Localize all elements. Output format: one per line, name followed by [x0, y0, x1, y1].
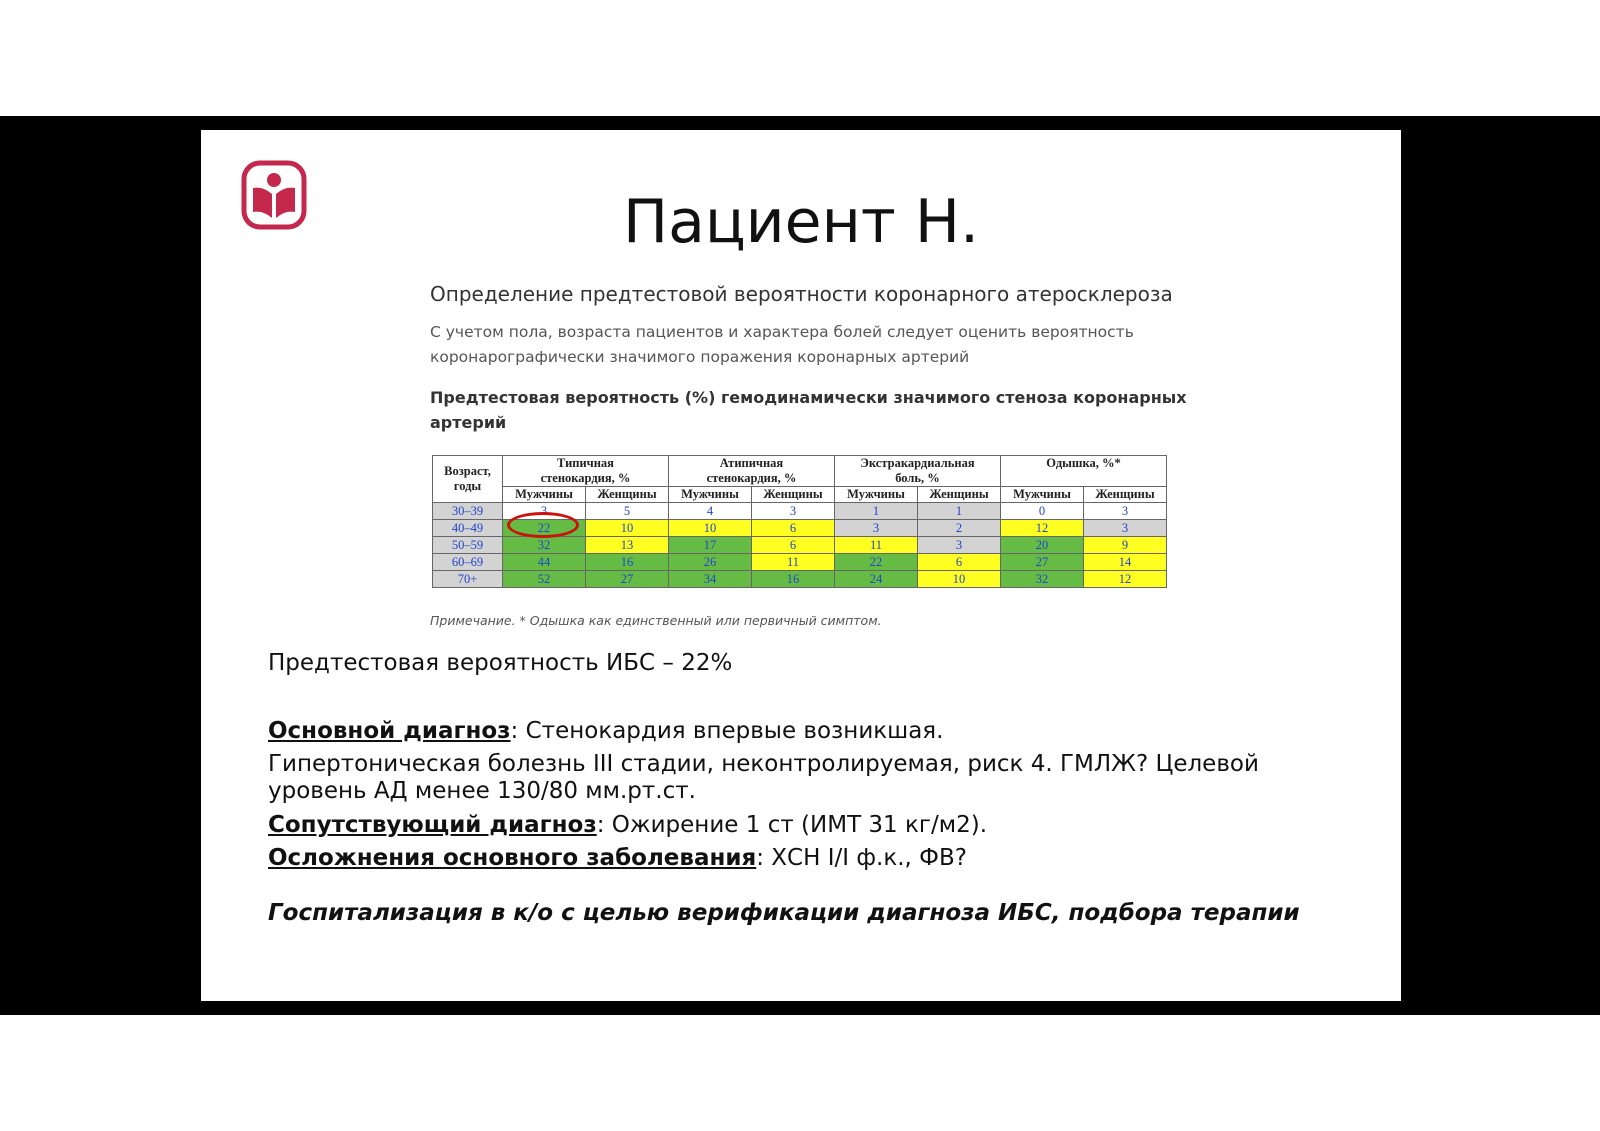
main-diagnosis-label: Основной диагноз: [268, 718, 511, 744]
group-header-line1: Одышка, %*: [1046, 456, 1121, 470]
sex-subheader: Женщины: [1084, 487, 1167, 503]
concomitant-label: Сопутствующий диагноз: [268, 812, 597, 838]
probability-cell: 1: [918, 503, 1001, 520]
age-header-line2: годы: [453, 479, 482, 493]
probability-cell: 14: [1084, 554, 1167, 571]
table-caption-line1: Предтестовая вероятность (%) гемодинамически значимого стеноза коронарных: [430, 388, 1187, 407]
probability-cell: 3: [1084, 503, 1167, 520]
probability-cell: 16: [752, 571, 835, 588]
probability-cell: 3: [1084, 520, 1167, 537]
probability-cell: 34: [669, 571, 752, 588]
group-header-line2: стенокардия, %: [540, 471, 631, 485]
probability-cell: 27: [1001, 554, 1084, 571]
complications-diagnosis: [268, 845, 1378, 872]
slide-title: Пациент Н.: [622, 187, 980, 257]
group-header: [669, 456, 835, 487]
embedded-paragraph: [430, 320, 1190, 370]
group-header-line1: Экстракардиальная: [860, 456, 975, 470]
highlight-oval: [507, 512, 579, 538]
group-header-line2: стенокардия, %: [706, 471, 797, 485]
age-header: [433, 456, 503, 503]
group-header-line1: Атипичная: [719, 456, 784, 470]
sex-subheader: Женщины: [586, 487, 669, 503]
table-note: Примечание. * Одышка как единственный или первичный симптом.: [430, 613, 882, 628]
table-row: [433, 554, 1167, 571]
sex-subheader: Женщины: [752, 487, 835, 503]
probability-cell: 6: [752, 537, 835, 554]
probability-cell: 22: [503, 520, 586, 537]
embedded-heading: Определение предтестовой вероятности коронарного атеросклероза: [430, 282, 1173, 306]
sex-subheader: Мужчины: [835, 487, 918, 503]
slide: [201, 130, 1401, 1001]
sex-subheader: Мужчины: [503, 487, 586, 503]
probability-cell: 1: [835, 503, 918, 520]
subheader-row: [433, 487, 1167, 503]
probability-cell: 13: [586, 537, 669, 554]
probability-cell: 52: [503, 571, 586, 588]
probability-cell: 6: [918, 554, 1001, 571]
embedded-source-image: [430, 282, 1190, 435]
main-diagnosis-text: : Стенокардия впервые возникшая.: [510, 718, 944, 744]
probability-cell: 4: [669, 503, 752, 520]
group-header: [503, 456, 669, 487]
probability-cell: 3: [835, 520, 918, 537]
probability-cell: 3: [918, 537, 1001, 554]
hypertension-line2: уровень АД менее 130/80 мм.рт.ст.: [268, 778, 696, 804]
complications-label: Осложнения основного заболевания: [268, 845, 757, 871]
age-cell: 30–39: [433, 503, 503, 520]
group-header: [835, 456, 1001, 487]
sex-subheader: Мужчины: [1001, 487, 1084, 503]
probability-cell: 32: [1001, 571, 1084, 588]
probability-cell: 32: [503, 537, 586, 554]
complications-text: : ХСН I/I ф.к., ФВ?: [756, 845, 967, 871]
embedded-paragraph-line1: С учетом пола, возраста пациентов и характера болей следует оценить вероятность: [430, 323, 1134, 341]
probability-cell: 12: [1084, 571, 1167, 588]
probability-cell: 3: [503, 503, 586, 520]
probability-cell: 5: [586, 503, 669, 520]
age-cell: 60–69: [433, 554, 503, 571]
age-cell: 50–59: [433, 537, 503, 554]
concomitant-diagnosis: [268, 812, 1378, 839]
probability-cell: 2: [918, 520, 1001, 537]
main-diagnosis: [268, 718, 1378, 745]
hypertension-diagnosis: [268, 751, 1378, 805]
probability-cell: 24: [835, 571, 918, 588]
group-header-line1: Типичная: [557, 456, 614, 470]
probability-cell: 6: [752, 520, 835, 537]
probability-cell: 10: [918, 571, 1001, 588]
table-caption: [430, 385, 1190, 435]
age-cell: 40–49: [433, 520, 503, 537]
probability-cell: 20: [1001, 537, 1084, 554]
probability-cell: 0: [1001, 503, 1084, 520]
probability-cell: 10: [669, 520, 752, 537]
probability-cell: 9: [1084, 537, 1167, 554]
probability-cell: 12: [1001, 520, 1084, 537]
hypertension-line1: Гипертоническая болезнь III стадии, неконтролируемая, риск 4. ГМЛЖ? Целевой: [268, 751, 1259, 777]
concomitant-text: : Ожирение 1 ст (ИМТ 31 кг/м2).: [596, 812, 987, 838]
table-row: [433, 571, 1167, 588]
probability-cell: 27: [586, 571, 669, 588]
embedded-paragraph-line2: коронарографически значимого поражения коронарных артерий: [430, 348, 970, 366]
sex-subheader: Женщины: [918, 487, 1001, 503]
age-header-line1: Возраст,: [444, 464, 491, 478]
probability-cell: 22: [835, 554, 918, 571]
probability-cell: 11: [835, 537, 918, 554]
probability-line: Предтестовая вероятность ИБС – 22%: [268, 650, 733, 676]
group-header-line2: боль, %: [895, 471, 940, 485]
probability-cell: 17: [669, 537, 752, 554]
probability-cell: 26: [669, 554, 752, 571]
table-row: [433, 537, 1167, 554]
probability-cell: 3: [752, 503, 835, 520]
hospitalization-line: Госпитализация в к/о с целью верификации диагноза ИБС, подбора терапии: [268, 900, 1300, 926]
probability-cell: 44: [503, 554, 586, 571]
probability-cell: 16: [586, 554, 669, 571]
sex-subheader: Мужчины: [669, 487, 752, 503]
probability-cell: 10: [586, 520, 669, 537]
table-caption-line2: артерий: [430, 413, 507, 432]
probability-cell: 11: [752, 554, 835, 571]
group-header: [1001, 456, 1167, 487]
age-cell: 70+: [433, 571, 503, 588]
